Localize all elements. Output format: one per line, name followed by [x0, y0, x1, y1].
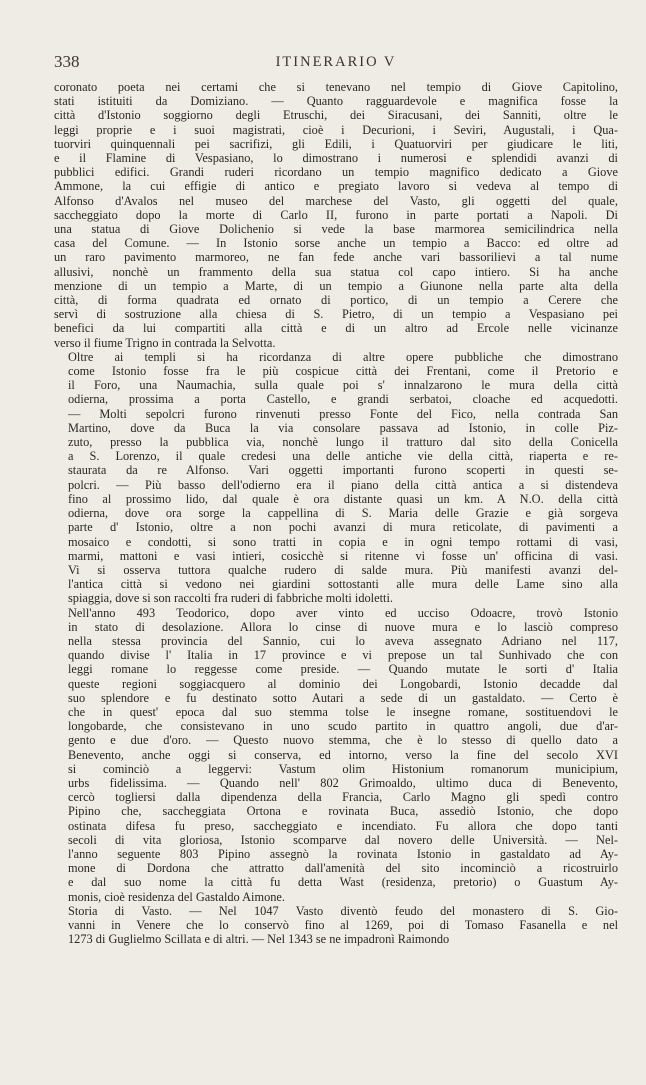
body-text	[54, 80, 618, 946]
text-line: Pipino che, saccheggiata Ortona e rovinata Buca, assediò Istonio, che dopo	[68, 804, 618, 819]
text-line: staurata da re Alfonso. Vari oggetti importanti furono scoperti in questi se-	[68, 463, 618, 478]
text-line: monis, cioè residenza del Gastaldo Aimone.	[68, 889, 285, 904]
text-line: casa del Comune. — In Istonio sorse anche un tempio a Bacco: ed oltre ad	[54, 236, 618, 251]
text-line: il Foro, una Naumachia, sulla quale poi s' innalzarono le mura della città	[68, 378, 618, 393]
paragraph	[54, 350, 618, 606]
text-line: odierna, dove ora sorge la cappellina di S. Maria delle Grazie e già sorgeva	[68, 506, 618, 521]
text-line: in stato di desolazione. Allora lo cinse di nuove mura e lo lasciò compreso	[68, 619, 618, 634]
text-line: pubblici edifici. Grandi ruderi ricordano un tempio magnifico dedicato a Giove	[54, 165, 618, 180]
page-number: 338	[54, 52, 80, 71]
text-line: servì di sostruzione alla chiesa di S. Pietro, di un tempio a Vespasiano pei	[54, 307, 618, 322]
paragraph	[54, 80, 618, 350]
text-line: zuto, presso la pubblica via, nonchè lungo il tratturo dal sito della Conicella	[68, 435, 618, 450]
text-line: Oltre ai templi si ha ricordanza di altre opere pubbliche che dimostrano	[68, 349, 618, 364]
text-line: mone di Dordona che attratto dall'amenità del sito incominciò a ricostruirlo	[68, 861, 618, 876]
text-line: Storia di Vasto. — Nel 1047 Vasto diventò feudo del monastero di S. Gio-	[68, 903, 618, 918]
text-line: Alfonso d'Avalos nel museo del marchese del Vasto, gli oggetti del quale,	[54, 193, 618, 208]
page-header	[54, 52, 618, 80]
text-line: leggi romane lo reggesse come preside. — Quando mutate le sorti d' Italia	[68, 662, 618, 677]
paragraph	[54, 904, 618, 947]
text-line: tuorviri quinquennali pei sacrifizi, gli Edili, i Quatuorviri per giudicare le liti,	[54, 136, 618, 151]
text-line: longobarde, che consistevano in uno scudo partito in quattro angoli, due d'ar-	[68, 719, 618, 734]
text-line: cercò togliersi dalla dipendenza della Francia, Carlo Magno gli spedì contro	[68, 790, 618, 805]
text-line: ostinata difesa fu preso, saccheggiato e incendiato. Fu allora che dopo tanti	[68, 818, 618, 833]
text-line: Vi si osserva tuttora qualche rudero di salde mura. Più manifesti avanzi del-	[68, 562, 618, 577]
text-line: l'anno seguente 803 Pipino assegnò la rovinata Istonio in gastaldato ad Ay-	[68, 846, 618, 861]
text-line: Martino, dove da Buca la via consolare passava ad Istonio, in colle Piz-	[68, 420, 618, 435]
text-line: suo splendore e fu destinato sotto Autari a sede di un gastaldato. — Certo è	[68, 690, 618, 705]
text-line: un raro pavimento marmoreo, ne fan fede anche vari bassorilievi a tal nume	[54, 250, 618, 265]
text-line: città d'Istonio soggiorno degli Etruschi, dei Siracusani, dei Sanniti, oltre le	[54, 108, 618, 123]
text-line: Nell'anno 493 Teodorico, dopo aver vinto ed ucciso Odoacre, trovò Istonio	[68, 605, 618, 620]
text-line: e dal suo nome la città fu detta Wast (residenza, pretorio) o Guastum Ay-	[68, 875, 618, 890]
text-line: si cominciò a leggervi: Vastum olim Histonium romanorum municipium,	[68, 761, 618, 776]
text-line: a S. Lorenzo, il quale credesi una delle antiche vie della città, riaperta e re-	[68, 449, 618, 464]
text-line: secoli di vita gloriosa, Istonio scomparve dal novero delle Università. — Nel-	[68, 832, 618, 847]
text-line: odierna, prossima a porta Castello, e grandi serbatoi, cloache ed acquedotti.	[68, 392, 618, 407]
text-line: mosaico e condotti, si sono tratti in copia e in ogni tempo rottami di vasi,	[68, 534, 618, 549]
text-line: gento e due d'oro. — Questo nuovo stemma, che è lo stesso di quello dato a	[68, 733, 618, 748]
text-line: città, di forma quadrata ed ornato di portico, di un tempio a Cerere che	[54, 293, 618, 308]
text-line: saccheggiato dopo la morte di Carlo II, furono in parte portati a Napoli. Di	[54, 207, 618, 222]
text-line: Benevento, anche oggi si conserva, ed intorno, verso la fine del secolo XVI	[68, 747, 618, 762]
text-line: quando divise l' Italia in 17 province e vi prepose un tal Sunhivado che con	[68, 648, 618, 663]
text-line: e il Flamine di Vespasiano, lo dimostrano i numerosi e splendidi avanzi di	[54, 151, 618, 166]
text-line: — Molti sepolcri furono rinvenuti presso Fonte del Fico, nella contrada San	[68, 406, 618, 421]
text-line: menzione di un tempio a Marte, di un tempio a Giunone nella parte alta della	[54, 278, 618, 293]
text-line: nella stessa provincia del Sannio, cui lo aveva assegnato Adriano nel 117,	[68, 633, 618, 648]
text-line: leggi proprie e i suoi magistrati, cioè i Decurioni, i Seviri, Augustali, i Qua-	[54, 122, 618, 137]
running-title: ITINERARIO V	[275, 54, 397, 70]
paragraph	[54, 606, 618, 904]
text-line: queste regioni soggiacquero al dominio dei Longobardi, Istonio decadde dal	[68, 676, 618, 691]
text-line: 1273 di Guglielmo Scillata e di altri. — Nel 1343 se ne impadronì Raimondo	[68, 932, 450, 947]
text-line: stati istituiti da Domiziano. — Quanto ragguardevole e magnifica fosse la	[54, 94, 618, 109]
text-line: che in quest' epoca dal suo stemma tolse le insegne romane, sostituendovi le	[68, 704, 618, 719]
text-line: marmi, mattoni e vasi intieri, cosicchè si ritenne vi fosse un' officina di vasi.	[68, 548, 618, 563]
text-line: verso il fiume Trigno in contrada la Selvotta.	[54, 335, 276, 350]
text-line: Ammone, la cui effigie di antico e pregiato lavoro si vedeva al tempo di	[54, 179, 618, 194]
text-line: come Istonio fosse fra le più cospicue città dei Frentani, come il Pretorio e	[68, 364, 618, 379]
text-line: urbs fidelissima. — Quando nell' 802 Grimoaldo, ultimo duca di Benevento,	[68, 775, 618, 790]
text-line: benefici da lui compartiti alla città e di un altro ad Ercole nelle vicinanze	[54, 321, 618, 336]
text-line: allusivi, nonchè un frammento della sua statua col capo intiero. Si ha anche	[54, 264, 618, 279]
text-line: una statua di Giove Dolichenio si vede la base marmorea semicilindrica nella	[54, 222, 618, 237]
text-line: coronato poeta nei certami che si tenevano nel tempio di Giove Capitolino,	[54, 80, 618, 94]
text-line: spiaggia, dove si son raccolti fra ruderi di fabbriche molti idoletti.	[68, 591, 393, 606]
text-line: l'antica città si vedono nei giardini sottostanti alle mura delle Lame sino alla	[68, 577, 618, 592]
text-line: vanni in Venere che lo conservò fino al 1269, poi di Tomaso Fasanella e nel	[68, 917, 618, 932]
text-line: fino al prossimo lido, dal quale è ora distante quasi un km. A N.O. della città	[68, 491, 618, 506]
text-line: parte d' Istonio, oltre a non pochi avanzi di mura reticolate, di pavimenti a	[68, 520, 618, 535]
text-line: polcri. — Più basso dell'odierno era il piano della città antica a si distendeva	[68, 477, 618, 492]
